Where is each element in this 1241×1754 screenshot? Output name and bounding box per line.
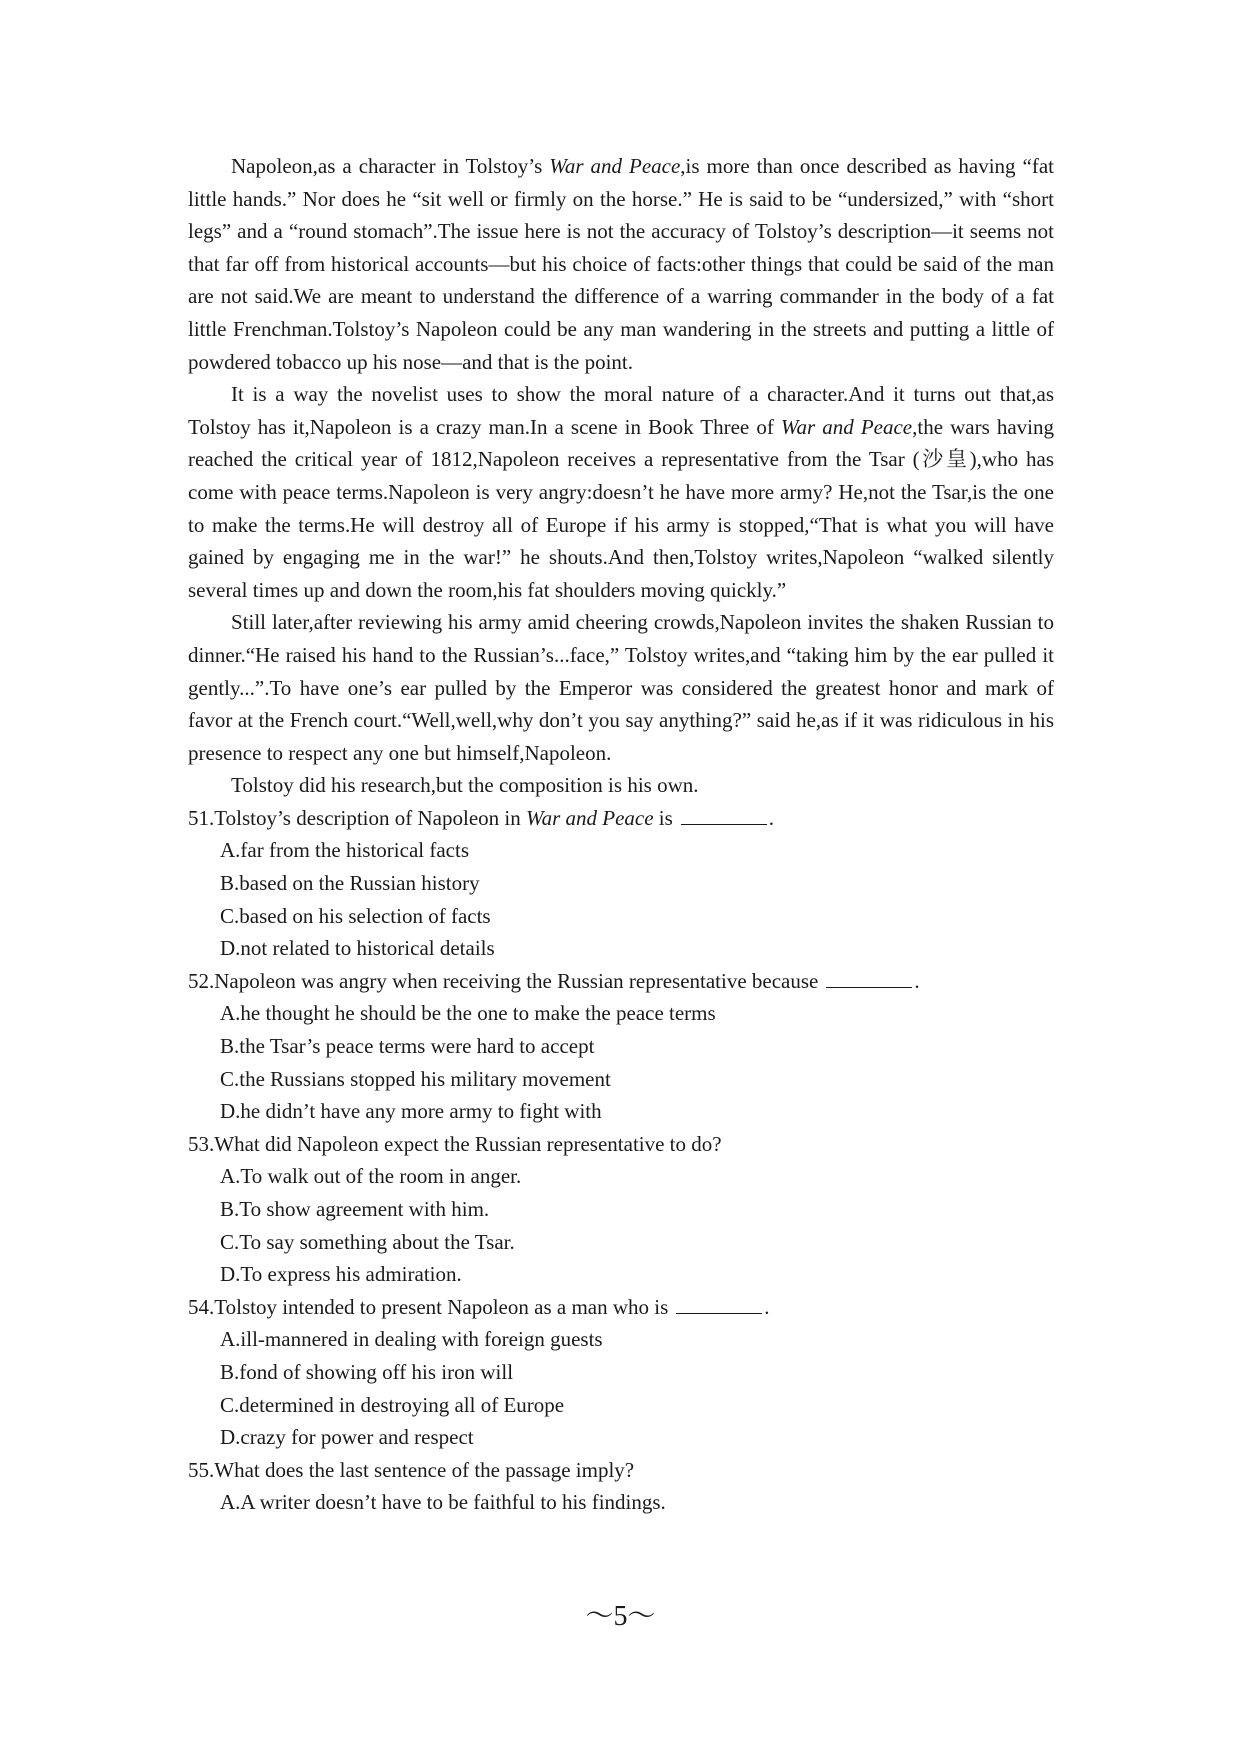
question-stem: 53.What did Napoleon expect the Russian representative to do? xyxy=(188,1131,722,1156)
book-title: War and Peace xyxy=(526,805,654,830)
text: 51.Tolstoy’s description of Napoleon in xyxy=(188,805,526,830)
passage-paragraph-3: Still later,after reviewing his army amid cheering crowds,Napoleon invites the shaken Russian to dinner.“He raised his hand to the Russian’s...face,” Tolstoy writes,and “taking him by the ear pulled it gently...”.To have one’s ear pulled by the Emperor was considered the greatest honor and mark of favor at the French court.“Well,well,why don’t you say anything?” said he,as if it was ridiculous in his presence to respect any one but himself,Napoleon. xyxy=(188,610,1054,765)
text: 54.Tolstoy intended to present Napoleon as a man who is xyxy=(188,1294,669,1319)
question-52 xyxy=(188,965,1054,1128)
option-b: B.fond of showing off his iron will xyxy=(220,1359,514,1384)
exam-page xyxy=(188,150,1054,1519)
option-d: D.crazy for power and respect xyxy=(220,1425,474,1450)
option-c: C.To say something about the Tsar. xyxy=(220,1229,515,1254)
option-a: A.A writer doesn’t have to be faithful to his findings. xyxy=(220,1490,666,1515)
option-a: A.ill-mannered in dealing with foreign guests xyxy=(220,1327,603,1352)
text: . xyxy=(914,968,920,993)
option-a: A.far from the historical facts xyxy=(220,838,469,863)
text: It is a way the novelist uses to show the moral nature of a character.And it turns out that,as Tolstoy has it,Napoleon is a crazy man.In a scene in Book Three of xyxy=(188,382,1054,439)
option-b: B.To show agreement with him. xyxy=(220,1197,490,1221)
text: ,the wars having reached the critical year of 1812,Napoleon receives a representative from the Tsar (沙皇),who has come with peace terms.Napoleon is very angry:doesn’t he have more army? He,not the Tsar,is the one to make the terms.He will destroy all of Europe if his army is stopped,“That is what you will have gained by engaging me in the war!” he shouts.And then,Tolstoy writes,Napoleon “walked silently several times up and down the room,his fat shoulders moving quickly.” xyxy=(188,414,1055,602)
text: ,is more than once described as having “fat little hands.” Nor does he “sit well or firmly on the horse.” He is said to be “undersized,” with “short legs” and a “round stomach”.The issue here is not the accuracy of Tolstoy’s description—it seems not that far off from historical accounts—but his choice of facts:other things that could be said of the man are not said.We are meant to understand the difference of a warring commander in the body of a fat little Frenchman.Tolstoy’s Napoleon could be any man wandering in the streets and putting a little of powdered tobacco up his nose—and that is the point. xyxy=(188,154,1055,374)
question-stem: 55.What does the last sentence of the passage imply? xyxy=(188,1457,635,1482)
answer-blank xyxy=(826,967,912,988)
text: Napoleon,as a character in Tolstoy’s xyxy=(231,154,550,178)
book-title: War and Peace xyxy=(549,154,681,178)
question-stem xyxy=(188,1291,1054,1324)
question-55 xyxy=(188,1454,1054,1519)
option-d: D.not related to historical details xyxy=(220,936,495,961)
option-b: B.based on the Russian history xyxy=(220,871,480,896)
question-53 xyxy=(188,1128,1054,1291)
passage-paragraph-1 xyxy=(188,150,1054,378)
text: . xyxy=(764,1294,770,1319)
option-c: C.based on his selection of facts xyxy=(220,903,491,928)
option-c: C.the Russians stopped his military movement xyxy=(220,1066,611,1091)
option-d: D.To express his admiration. xyxy=(220,1262,462,1287)
answer-blank xyxy=(676,1293,762,1314)
book-title: War and Peace xyxy=(780,414,913,439)
option-d: D.he didn’t have any more army to fight with xyxy=(220,1099,602,1124)
question-stem xyxy=(188,802,1054,835)
text: is xyxy=(653,805,673,830)
option-b: B.the Tsar’s peace terms were hard to accept xyxy=(220,1034,595,1059)
option-a: A.To walk out of the room in anger. xyxy=(220,1164,522,1189)
page-number: ～5～ xyxy=(585,1601,656,1632)
passage-paragraph-4: Tolstoy did his research,but the composition is his own. xyxy=(231,773,699,798)
question-stem xyxy=(188,965,1054,998)
passage-paragraph-2 xyxy=(188,378,1054,606)
text: . xyxy=(768,805,775,830)
text: 52.Napoleon was angry when receiving the Russian representative because xyxy=(188,968,819,993)
question-54 xyxy=(188,1291,1054,1454)
option-c: C.determined in destroying all of Europe xyxy=(220,1392,565,1417)
option-a: A.he thought he should be the one to make the peace terms xyxy=(220,1001,716,1026)
question-51 xyxy=(188,802,1054,965)
answer-blank xyxy=(681,804,767,825)
